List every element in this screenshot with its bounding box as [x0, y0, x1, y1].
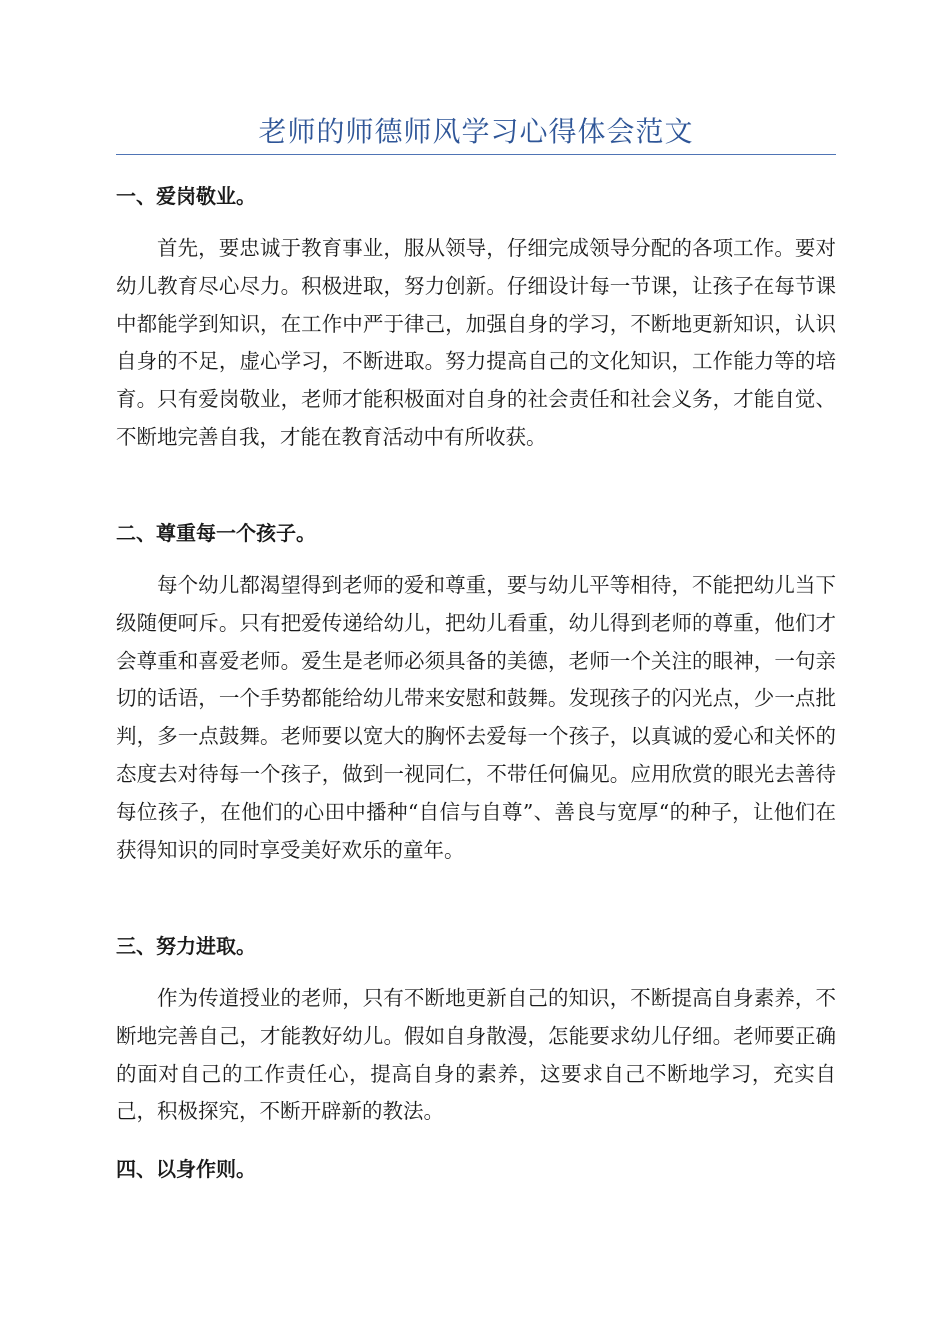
section-paragraph-3: 作为传道授业的老师，只有不断地更新自己的知识，不断提高自身素养，不断地完善自己，才能教好幼儿。假如自身散漫，怎能要求幼儿仔细。老师要正确的面对自己的工作责任心，提高自身的素养，这要求自己不断地学习，充实自己，积极探究，不断开辟新的教法。: [116, 986, 836, 1124]
section-heading-3: 三、努力进取。: [116, 934, 256, 958]
section-heading-2: 二、尊重每一个孩子。: [116, 521, 316, 545]
document-title: 老师的师德师风学习心得体会范文: [258, 115, 694, 148]
section-heading-1: 一、爱岗敬业。: [116, 184, 256, 208]
title-underline: [116, 154, 836, 155]
section-paragraph-1: 首先，要忠诚于教育事业，服从领导，仔细完成领导分配的各项工作。要对幼儿教育尽心尽力。积极进取，努力创新。仔细设计每一节课，让孩子在每节课中都能学到知识，在工作中严于律己，加强自身的学习，不断地更新知识，认识自身的不足，虚心学习，不断进取。努力提高自己的文化知识，工作能力等的培育。只有爱岗敬业，老师才能积极面对自身的社会责任和社会义务，才能自觉、不断地完善自我，才能在教育活动中有所收获。: [116, 236, 836, 449]
document-page: [116, 0, 836, 1344]
section-heading-4: 四、以身作则。: [116, 1157, 256, 1181]
section-paragraph-2: 每个幼儿都渴望得到老师的爱和尊重，要与幼儿平等相待，不能把幼儿当下级随便呵斥。只有把爱传递给幼儿，把幼儿看重，幼儿得到老师的尊重，他们才会尊重和喜爱老师。爱生是老师必须具备的美德，老师一个关注的眼神，一句亲切的话语，一个手势都能给幼儿带来安慰和鼓舞。发现孩子的闪光点，少一点批判，多一点鼓舞。老师要以宽大的胸怀去爱每一个孩子，以真诚的爱心和关怀的态度去对待每一个孩子，做到一视同仁，不带任何偏见。应用欣赏的眼光去善待每位孩子，在他们的心田中播种“自信与自尊”、善良与宽厚“的种子，让他们在获得知识的同时享受美好欢乐的童年。: [116, 573, 836, 862]
